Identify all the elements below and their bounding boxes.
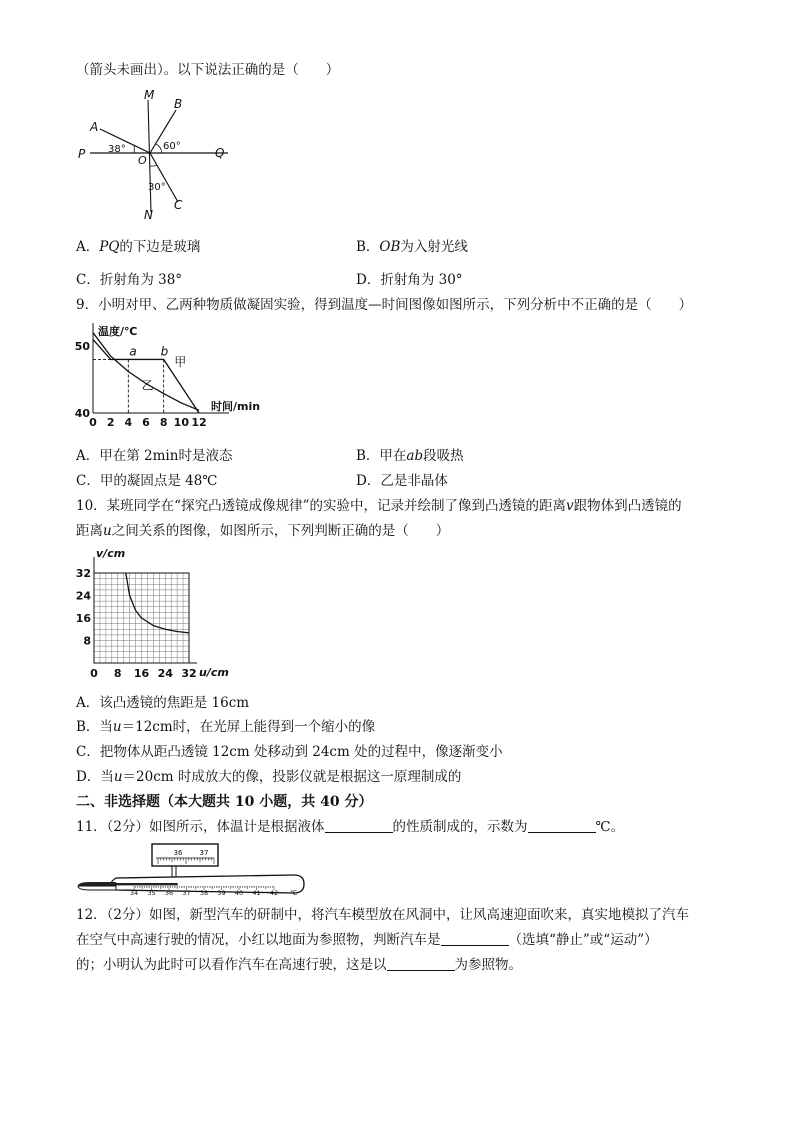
q11-blank-2[interactable] xyxy=(528,818,596,833)
x-tick-label: 0 xyxy=(89,416,97,429)
scale-label: 38 xyxy=(199,889,209,897)
q8-option-d: D．折射角为 30° xyxy=(356,272,463,288)
q10-option-d: D．当u＝20cm 时成放大的像，投影仪就是根据这一原理制成的 xyxy=(76,769,462,785)
scale-label: 39 xyxy=(217,889,226,897)
x-tick-label: 6 xyxy=(142,416,150,429)
label-n: N xyxy=(144,208,153,222)
q12-blank-1[interactable] xyxy=(441,931,509,946)
q12-line3: 的；小明认为此时可以看作汽车在高速行驶，这是以 为参照物。 xyxy=(76,957,522,973)
label-b: B xyxy=(174,97,183,111)
y-tick-label: 50 xyxy=(74,340,90,354)
label-q: Q xyxy=(215,146,225,160)
q8-option-a: A．PQ的下边是玻璃 xyxy=(76,239,201,255)
series-yi-line xyxy=(93,333,199,411)
q11-text: 11．（2分）如图所示，体温计是根据液体 的性质制成的，示数为 ℃。 xyxy=(76,819,625,835)
scale-label: 37 xyxy=(182,889,191,897)
q12-line2: 在空气中高速行驶的情况，小红以地面为参照物，判断汽车是 （选填“静止”或“运动”） xyxy=(76,932,658,948)
q9-option-a: A．甲在第 2min时是液态 xyxy=(76,448,233,464)
y-tick-label: 16 xyxy=(75,612,91,625)
thermometer-tip xyxy=(78,886,116,890)
q9-stem: 9．小明对甲、乙两种物质做凝固实验，得到温度—时间图像如图所示，下列分析中不正确的是（ ） xyxy=(76,297,693,313)
annotation-b: b xyxy=(160,344,169,359)
q10-option-c: C．把物体从距凸透镜 12cm 处移动到 24cm 处的过程中，像逐渐变小 xyxy=(76,744,503,760)
q11-clinical-thermometer xyxy=(76,842,308,898)
q10-stem-line2: 距离u之间关系的图像，如图所示，下列判断正确的是（ ） xyxy=(76,523,450,539)
zoom-label-36: 36 xyxy=(173,849,183,857)
scale-label: 41 xyxy=(252,889,261,897)
q10-image-distance-chart xyxy=(76,549,236,684)
annotation-a: a xyxy=(129,344,137,359)
annotation-yi: 乙 xyxy=(141,378,154,393)
q8-refraction-figure xyxy=(76,86,236,221)
section-heading: 二、非选择题（本大题共 10 小题，共 40 分） xyxy=(76,794,373,810)
angle-60: 60° xyxy=(163,141,181,152)
y-axis-label: 温度/℃ xyxy=(98,325,138,338)
x-tick-label: 16 xyxy=(133,667,150,680)
x-tick-label: 4 xyxy=(124,416,133,429)
q10-option-b: B．当u＝12cm时，在光屏上能得到一个缩小的像 xyxy=(76,719,376,735)
y-tick-label: 40 xyxy=(74,407,90,420)
y-tick-label: 24 xyxy=(75,589,91,603)
label-p: P xyxy=(78,147,86,161)
q12-line1: 12．（2分）如图，新型汽车的研制中，将汽车模型放在风洞中，让风高速迎面吹来，真实地模拟了汽车 xyxy=(76,907,690,923)
q8-option-b: B．OB为入射光线 xyxy=(356,239,468,255)
angle-38: 38° xyxy=(108,144,126,155)
x-axis-label: u/cm xyxy=(199,666,229,679)
q9-option-d: D．乙是非晶体 xyxy=(356,473,448,489)
label-o: O xyxy=(138,154,147,167)
scale-label: 40 xyxy=(234,889,244,897)
q9-temperature-time-chart xyxy=(76,321,276,436)
scale-label: 36 xyxy=(164,889,174,897)
q10-option-a: A．该凸透镜的焦距是 16cm xyxy=(76,695,250,711)
scale-label: 34 xyxy=(129,889,139,897)
annotation-jia: 甲 xyxy=(174,355,187,370)
q9-option-b: B．甲在ab段吸热 xyxy=(356,448,464,464)
q9-option-c: C．甲的凝固点是 48℃ xyxy=(76,473,218,489)
x-axis-label: 时间/min xyxy=(211,400,261,413)
scale-label: 42 xyxy=(269,889,279,897)
mercury-column xyxy=(90,883,178,885)
angle-30: 30° xyxy=(148,182,166,193)
q8-option-c: C．折射角为 38° xyxy=(76,272,183,288)
x-tick-label: 8 xyxy=(113,667,122,680)
y-axis-label: v/cm xyxy=(96,547,126,560)
series-v-u-curve xyxy=(126,573,189,633)
label-a: A xyxy=(90,120,99,134)
x-tick-label: 10 xyxy=(173,416,189,429)
x-tick-label: 32 xyxy=(181,667,197,680)
q8-stem: （箭头未画出）。以下说法正确的是（ ） xyxy=(76,62,340,78)
label-c: C xyxy=(174,198,183,212)
x-tick-label: 2 xyxy=(106,416,115,429)
series-jia-line xyxy=(93,339,199,413)
label-m: M xyxy=(144,88,155,102)
scale-label: 35 xyxy=(147,889,156,897)
q12-blank-2[interactable] xyxy=(387,956,455,971)
y-tick-label: 8 xyxy=(83,634,91,648)
x-tick-label: 24 xyxy=(157,667,173,680)
y-tick-label: 32 xyxy=(75,567,91,580)
scale-unit: ℃ xyxy=(290,889,298,897)
q10-stem-line1: 10．某班同学在“探究凸透镜成像规律”的实验中，记录并绘制了像到凸透镜的距离v跟物体到凸透镜的 xyxy=(76,498,682,514)
q11-blank-1[interactable] xyxy=(325,818,393,833)
x-tick-label: 8 xyxy=(159,416,168,429)
x-tick-label: 12 xyxy=(191,416,207,429)
x-tick-label: 0 xyxy=(90,667,98,680)
zoom-label-37: 37 xyxy=(199,849,209,857)
